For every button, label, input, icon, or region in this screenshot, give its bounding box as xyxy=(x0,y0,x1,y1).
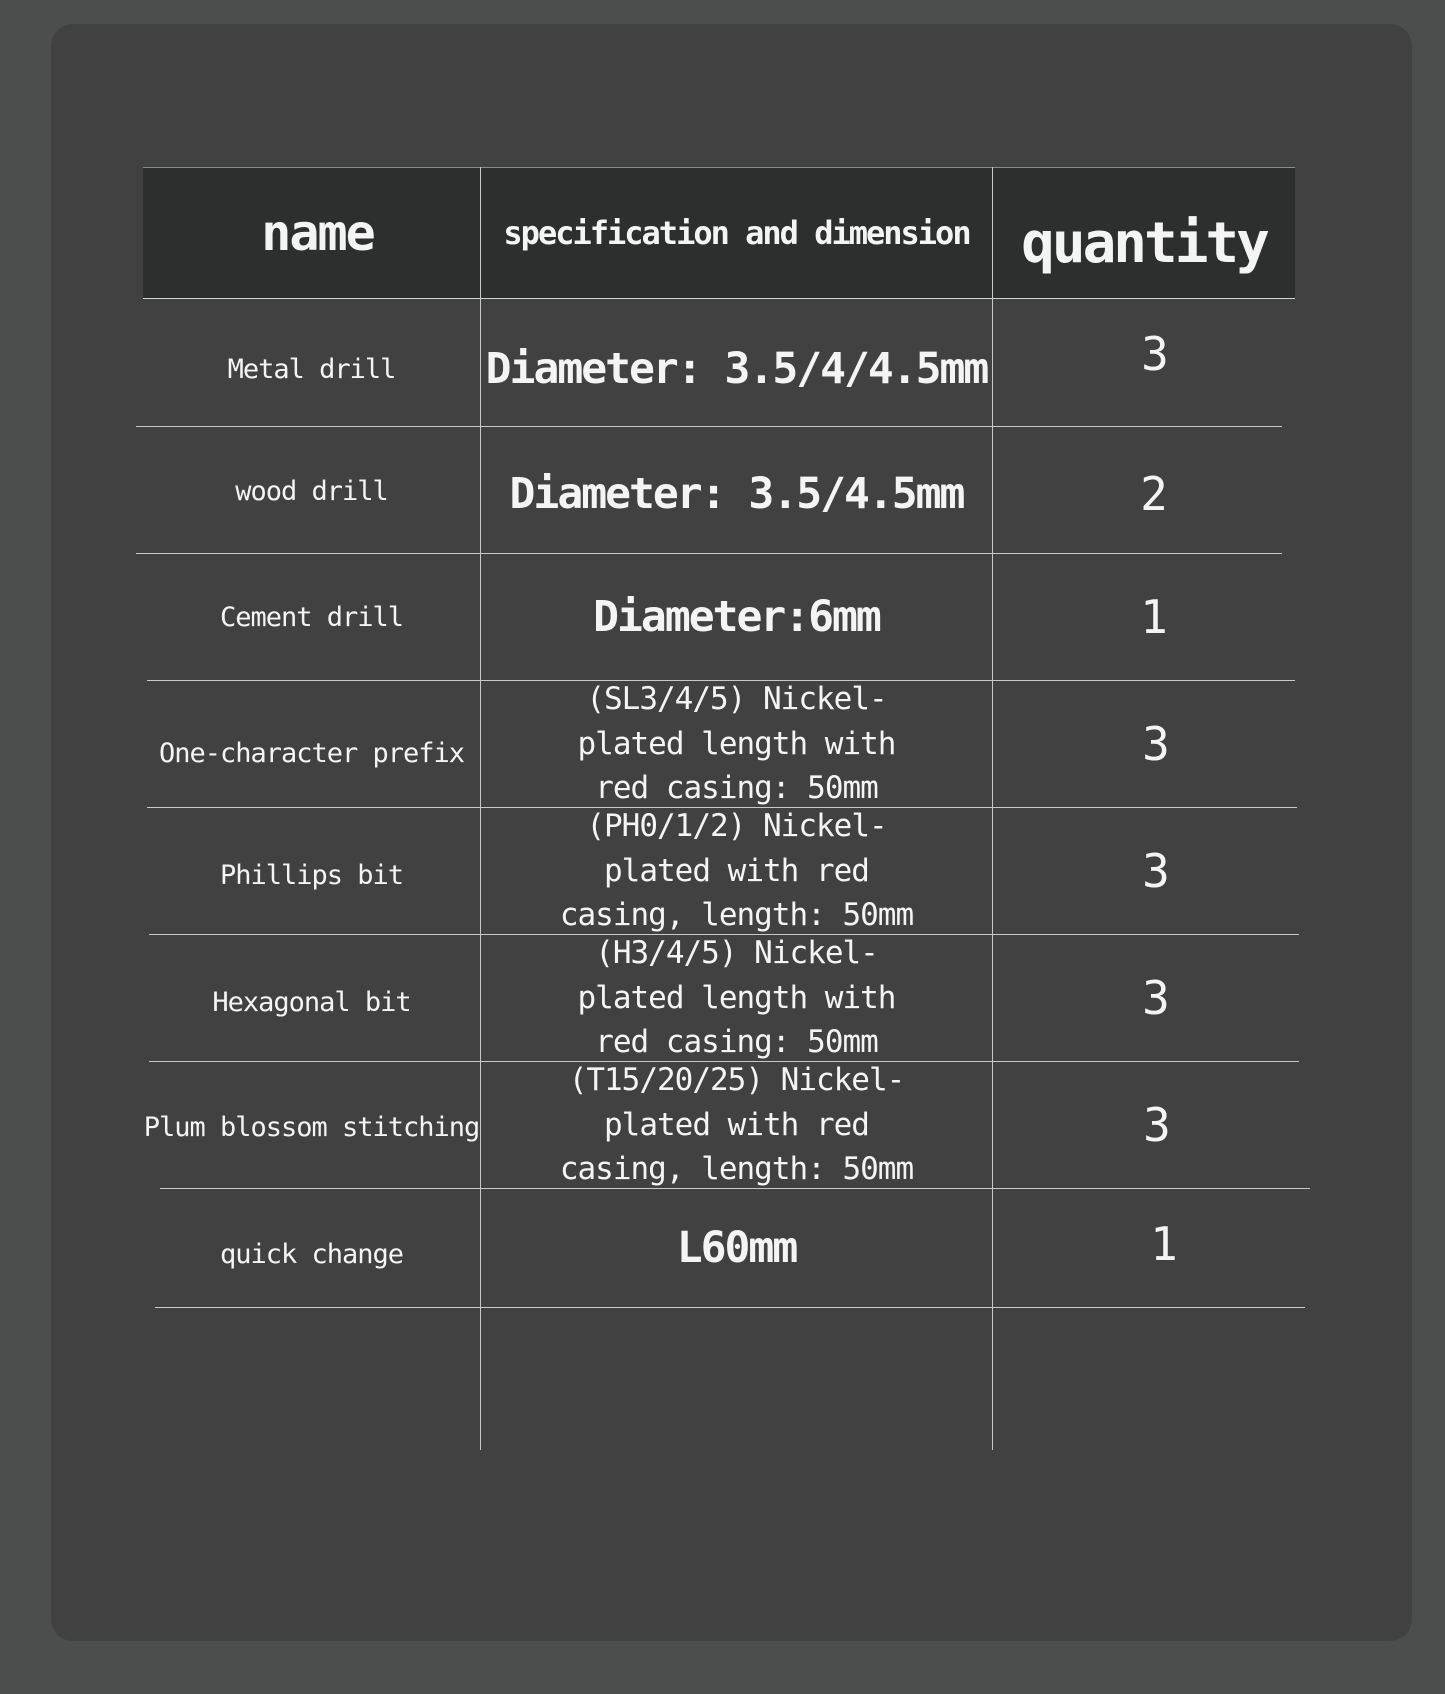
row-quantity: 3 xyxy=(1143,1097,1171,1152)
row-name: quick change xyxy=(219,1239,404,1271)
row-spec: (T15/20/25) Nickel-plated with red casing, length: 50mm xyxy=(559,1061,914,1188)
row-quantity: 1 xyxy=(1150,1216,1178,1271)
row-quantity: 2 xyxy=(1140,466,1168,521)
row-divider xyxy=(155,1307,1305,1308)
row-name: Plum blossom stitching xyxy=(143,1112,480,1144)
row-spec: (H3/4/5) Nickel-plated length with red casing: 50mm xyxy=(577,934,896,1061)
row-quantity: 3 xyxy=(1142,843,1170,898)
row-spec: L60mm xyxy=(676,1222,797,1273)
row-quantity: 3 xyxy=(1141,326,1169,381)
row-spec: Diameter:6mm xyxy=(593,591,880,642)
header-spec: specification and dimension xyxy=(503,213,970,252)
row-spec: Diameter: 3.5/4/4.5mm xyxy=(485,343,988,394)
row-name: wood drill xyxy=(235,476,388,508)
row-quantity: 3 xyxy=(1142,716,1170,771)
row-spec: Diameter: 3.5/4.5mm xyxy=(509,468,964,519)
spec-table xyxy=(143,167,1295,1450)
row-name: Cement drill xyxy=(219,602,404,634)
row-spec: (SL3/4/5) Nickel-plated length with red casing: 50mm xyxy=(577,680,896,807)
row-name: Phillips bit xyxy=(219,860,404,892)
row-quantity: 1 xyxy=(1140,589,1168,644)
row-name: Hexagonal bit xyxy=(212,987,411,1019)
header-quantity: quantity xyxy=(1021,211,1267,277)
row-name: One-character prefix xyxy=(158,738,465,770)
header-name: name xyxy=(261,203,374,262)
row-spec: (PH0/1/2) Nickel-plated with red casing, length: 50mm xyxy=(559,807,914,934)
row-quantity: 3 xyxy=(1142,970,1170,1025)
row-name: Metal drill xyxy=(227,354,396,386)
